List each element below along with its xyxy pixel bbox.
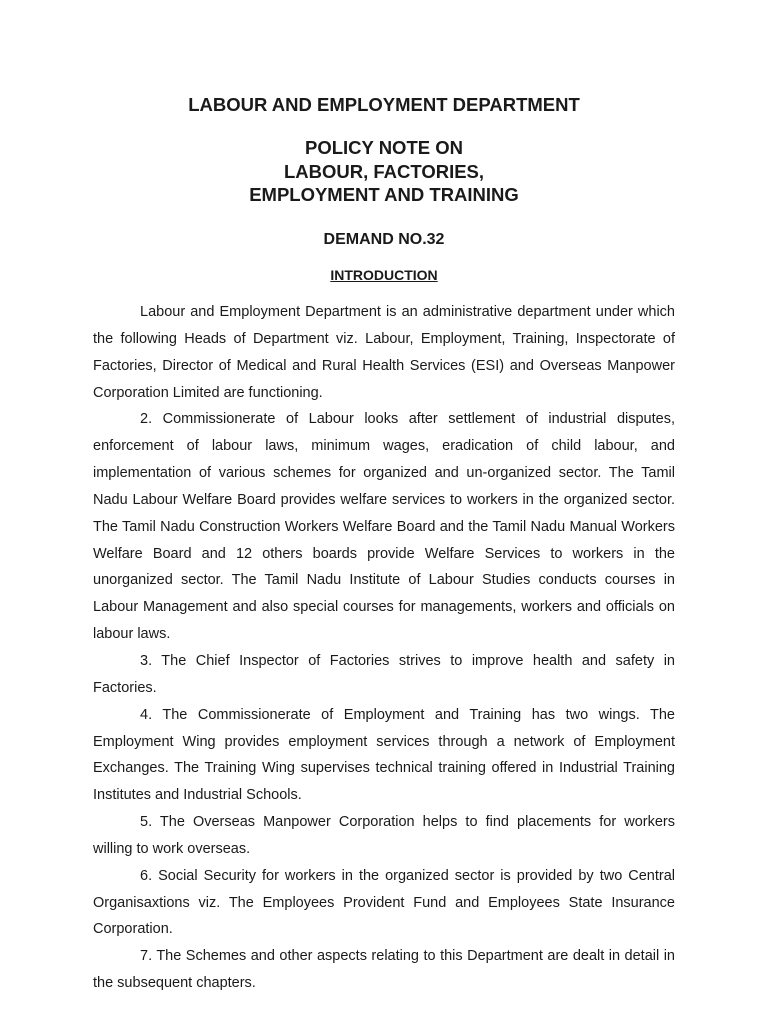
- policy-title-line: LABOUR, FACTORIES,: [283, 160, 485, 182]
- demand-number: DEMAND NO.32: [323, 231, 445, 248]
- paragraph: 7. The Schemes and other aspects relating to this Department are dealt in detail in the subsequent chapters.: [93, 948, 675, 992]
- body-text: [93, 299, 675, 997]
- policy-title: [93, 136, 675, 207]
- paragraph: 5. The Overseas Manpower Corporation helps to find placements for workers willing to work overseas.: [93, 814, 675, 857]
- introduction-heading: INTRODUCTION: [330, 267, 438, 283]
- department-title: LABOUR AND EMPLOYMENT DEPARTMENT: [188, 94, 580, 115]
- policy-title-line: POLICY NOTE ON: [305, 137, 463, 158]
- paragraph: 4. The Commissionerate of Employment and Training has two wings. The Employment Wing provides employment services through a network of Employment Exchanges. The Training Wing supervises technical training offered in Industrial Training Institutes and Industrial Schools.: [93, 706, 675, 804]
- paragraph: 2. Commissionerate of Labour looks after settlement of industrial disputes, enforcement of labour laws, minimum wages, eradication of child labour, and implementation of various schemes for organized and un-organized sector. The Tamil Nadu Labour Welfare Board provides welfare services to workers in the organized sector. The Tamil Nadu Construction Workers Welfare Board and the Tamil Nadu Manual Workers Welfare Board and 12 others boards provide Welfare Services to workers in the unorganized sector. The Tamil Nadu Institute of Labour Studies conducts courses in Labour Management and also special courses for managements, workers and officials on labour laws.: [93, 411, 675, 643]
- policy-title-line: EMPLOYMENT AND TRAINING: [249, 184, 519, 205]
- section-heading: [93, 266, 675, 284]
- paragraph: 3. The Chief Inspector of Factories strives to improve health and safety in Factories.: [93, 652, 675, 696]
- paragraph: 6. Social Security for workers in the organized sector is provided by two Central Organisaxtions viz. The Employees Provident Fund and Employees State Insurance Corporation.: [93, 867, 675, 938]
- paragraph: Labour and Employment Department is an administrative department under which the following Heads of Department viz. Labour, Employment, Training, Inspectorate of Factories, Director of Medical and Rural Health Services (ESI) and Overseas Manpower Corporation Limited are functioning.: [93, 304, 675, 401]
